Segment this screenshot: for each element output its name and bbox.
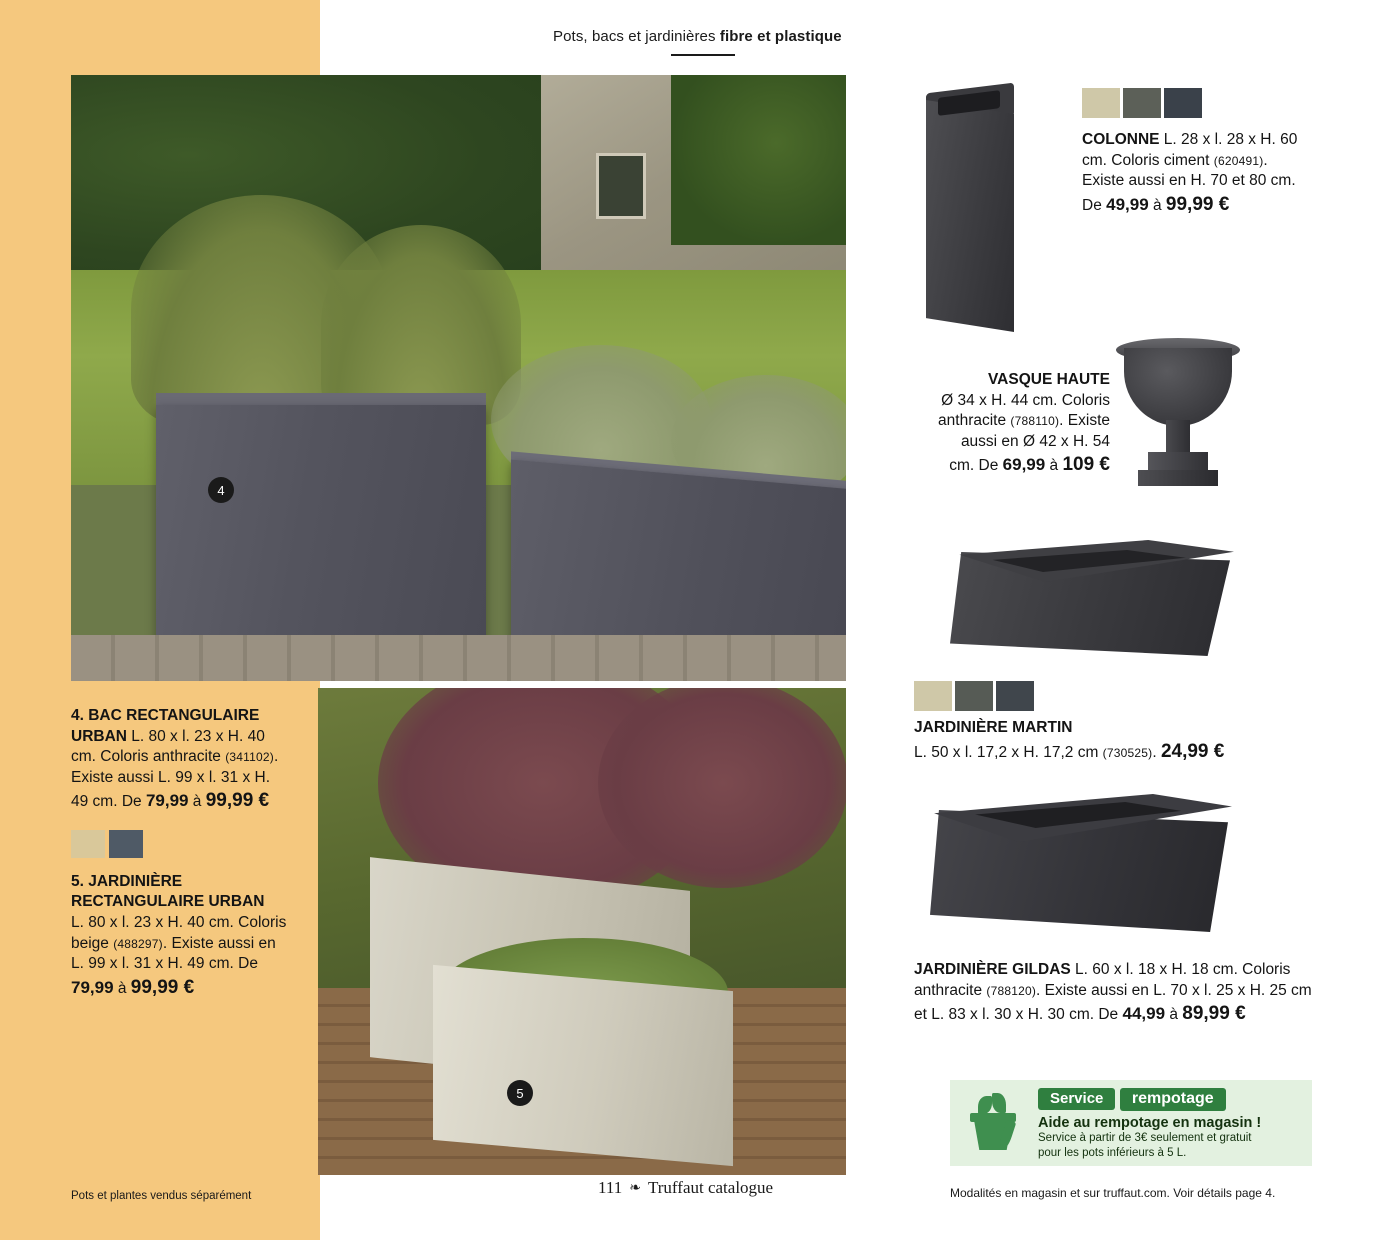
hero-photo [71,75,846,681]
product-ref: (620491) [1213,153,1264,168]
product-desc: L. 50 x l. 17,2 x H. 17,2 cm [914,743,1103,761]
service-note: Modalités en magasin et sur truffaut.com. Voir détails page 4. [950,1186,1276,1200]
service-sub-line2: pour les pots inférieurs à 5 L. [1038,1146,1187,1159]
product-desc-2: . Existe aussi en L. 70 x l. 25 x H. 25 cm et L. 83 x l. 30 x H. 30 cm. De [914,981,1312,1024]
martin-color-swatches[interactable] [914,681,1034,711]
page-header-prefix: Pots, bacs et jardinières [553,28,720,45]
swatch-gris[interactable] [955,681,993,711]
vasque-base [1148,452,1208,472]
product-ref: (730525) [1102,745,1153,760]
service-tag-line2: rempotage [1120,1088,1226,1111]
vasque-foot [1138,470,1218,486]
left-color-swatches[interactable] [71,830,291,858]
product-desc: L. 80 x l. 23 x H. 40 cm. Coloris beige [71,913,287,952]
service-sub-line1: Service à partir de 3€ seulement et gratuit [1038,1132,1252,1145]
product-price-from: 79,99 [145,791,189,811]
photo-badge-5-label: 5 [516,1085,524,1101]
product-desc-2: . [1152,743,1161,761]
product-price-sep: à [1165,1006,1183,1024]
product-price-from: 69,99 [1002,455,1046,475]
product-image-vasque-haute [1108,320,1248,500]
header-rule [671,54,735,56]
product-jardiniere-rectangulaire-urban [71,872,291,1000]
product-title: VASQUE HAUTE [987,371,1110,388]
product-title: 4. BAC RECTANGULAIRE URBAN [71,707,260,745]
product-title: 5. JARDINIÈRE RECTANGULAIRE URBAN [71,872,265,911]
product-price-from: 79,99 [71,977,114,997]
photo2-planter-front [433,965,733,1166]
hero-window [596,153,646,219]
product-price-sep: à [1045,457,1063,475]
swatch-ciment[interactable] [914,681,952,711]
product-price-sep: à [1148,196,1166,214]
leaf-left-icon [978,1096,992,1114]
hero-planter-anthracite [156,405,486,663]
left-product-descriptions [71,706,291,1000]
product-image-jardiniere-gildas [920,786,1240,946]
product-desc: L. 80 x l. 23 x H. 40 cm. Coloris anthracite [71,727,265,766]
product-desc: Ø 34 x H. 44 cm. Coloris anthracite [938,391,1110,430]
product-desc-2: . Existe aussi en H. 70 et 80 cm. De [1082,151,1296,214]
product-title: JARDINIÈRE MARTIN [914,719,1073,736]
photo-badge-5 [507,1080,533,1106]
hero-stone-ledge [71,635,846,681]
service-headline: Aide au rempotage en magasin ! [1038,1115,1262,1132]
swatch-anthracite[interactable] [109,830,143,858]
product-bac-rectangulaire-urban [71,706,291,814]
product-price-to: 99,99 € [1165,193,1230,215]
photo-badge-4 [208,477,234,503]
swatch-gris[interactable] [1123,88,1161,118]
product-price-to: 99,99 € [130,976,195,998]
product-jardiniere-martin [914,718,1314,764]
product-vasque-haute [938,370,1110,478]
service-rempotage-banner [950,1080,1312,1166]
swatch-anthracite[interactable] [996,681,1034,711]
product-desc-2: . Existe aussi L. 99 x l. 31 x H. 49 cm. De [71,748,279,811]
swatch-beige[interactable] [71,830,105,858]
leaf-icon: ❧ [629,1180,641,1196]
page-header-category: fibre et plastique [719,28,842,45]
product-desc-2: . Existe aussi en L. 99 x l. 31 x H. 49 cm. De [71,934,276,973]
footnote-left: Pots et plantes vendus séparément [71,1190,252,1202]
product-price-from: 49,99 [1106,194,1149,214]
product-price-to: 24,99 € [1160,740,1225,762]
product-desc-2: . Existe aussi en Ø 42 x H. 54 cm. De [949,412,1110,475]
product-price-to: 89,99 € [1182,1003,1246,1025]
page-footer [598,1178,773,1198]
leaf-right-icon [992,1093,1006,1113]
page-header [553,28,842,45]
swatch-ciment[interactable] [1082,88,1120,118]
product-ref: (488297) [113,936,163,951]
product-price-sep: à [113,979,131,997]
product-desc: L. 28 x l. 28 x H. 60 cm. Coloris ciment [1082,131,1298,169]
product-desc: L. 60 x l. 18 x H. 18 cm. Coloris anthracite [914,961,1291,999]
page-number: 111 [598,1178,623,1197]
product-title: JARDINIÈRE GILDAS [914,961,1071,978]
product-ref: (788120) [986,983,1037,998]
product-ref: (788110) [1010,414,1060,429]
photo-badge-4-label: 4 [217,482,225,498]
product-colonne [1082,130,1307,217]
product-price-sep: à [188,793,206,811]
product-jardiniere-gildas [914,960,1319,1026]
product-price-to: 99,99 € [205,790,270,812]
service-tag-line1: Service [1038,1088,1115,1110]
vasque-stem [1166,420,1190,456]
brand-name: Truffaut catalogue [647,1178,774,1197]
secondary-photo [318,688,846,1175]
product-title: COLONNE [1082,131,1160,148]
vasque-bowl [1124,348,1232,426]
product-image-jardiniere-martin [940,530,1240,670]
product-image-colonne [920,82,1028,332]
hero-trees-right [671,75,846,245]
product-ref: (341102) [225,750,274,765]
colonne-body [926,100,1014,332]
photo2-grass-plumes [598,688,846,888]
swatch-anthracite[interactable] [1164,88,1202,118]
service-text-block [1036,1086,1261,1160]
product-price-to: 109 € [1062,454,1110,476]
product-price-from: 44,99 [1122,1004,1166,1024]
potting-plant-icon [950,1080,1036,1166]
colonne-color-swatches[interactable] [1082,88,1202,118]
